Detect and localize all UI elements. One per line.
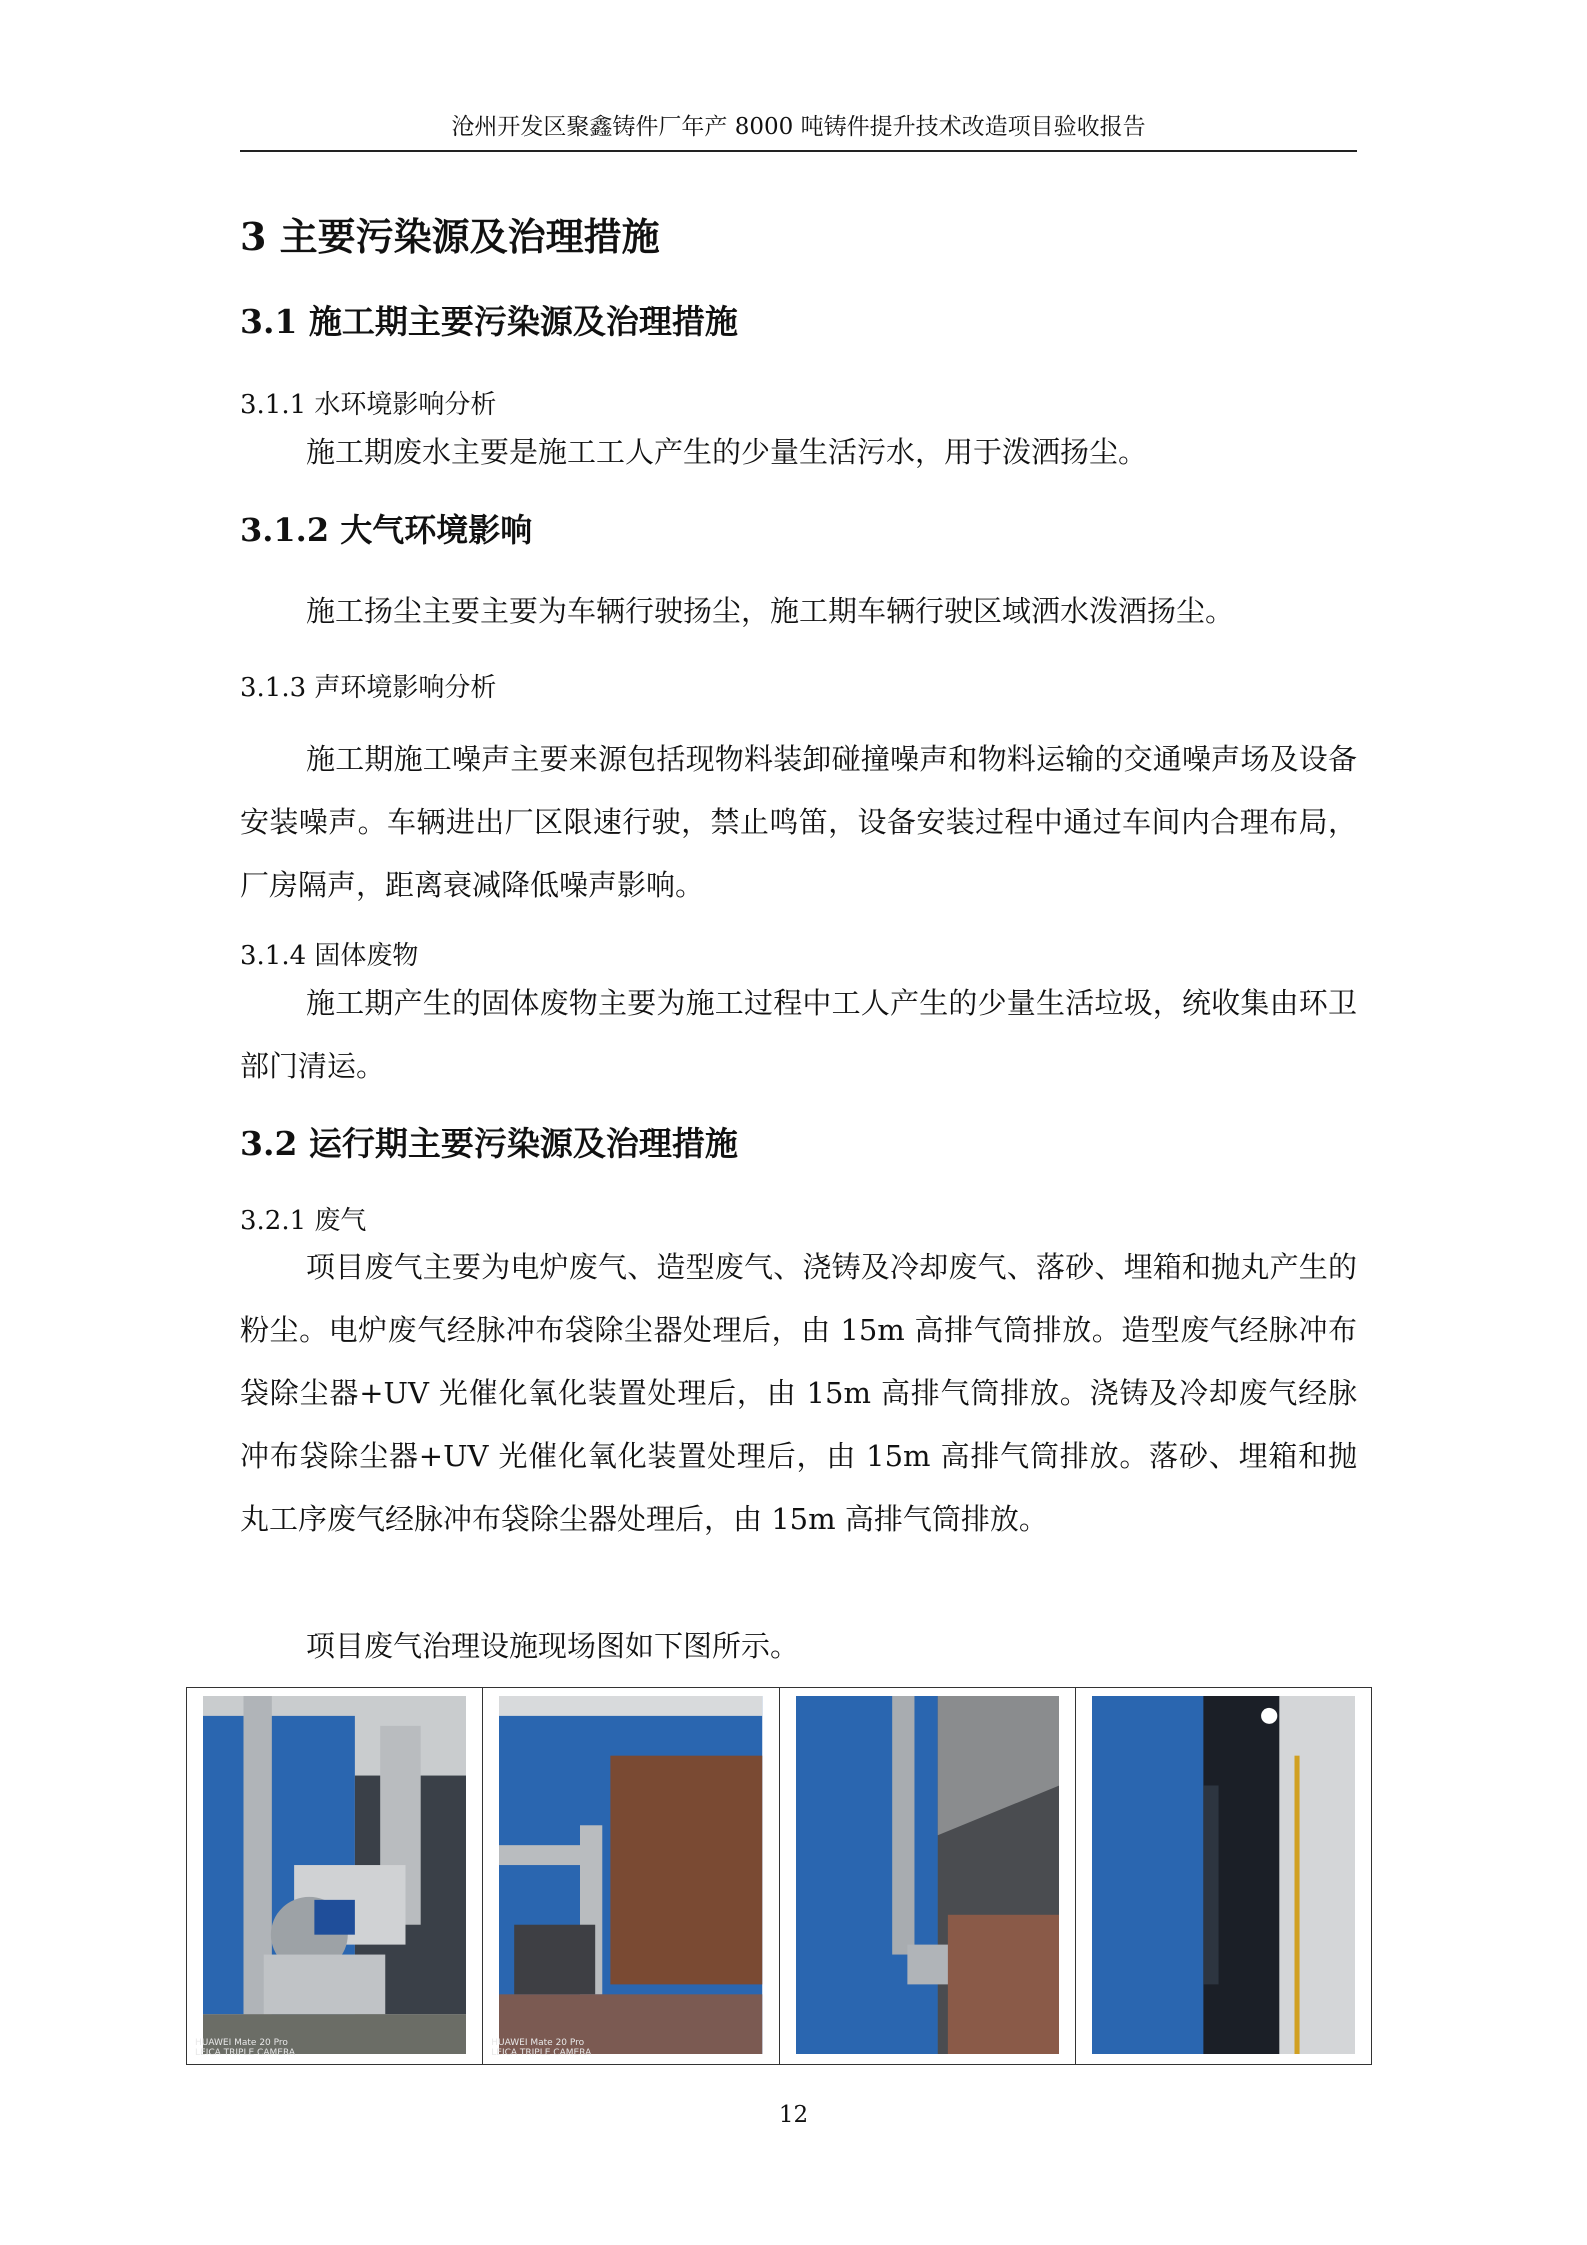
section-3-1-3-heading: 3.1.3 声环境影响分析 bbox=[240, 673, 497, 703]
photo-baghouse-dust-collector bbox=[499, 1696, 762, 2054]
section-3-1-1-paragraph: 施工期废水主要是施工工人产生的少量生活污水，用于泼洒扬尘。 bbox=[306, 435, 1148, 469]
section-3-1-3-paragraph: 施工期施工噪声主要来源包括现物料装卸碰撞噪声和物料运输的交通噪声场及设备安装噪声。车辆进出厂区限速行驶，禁止鸣笛，设备安装过程中通过车间内合理布局，厂房隔声，距离衰减降低噪声影响。 bbox=[240, 742, 1357, 902]
section-3-2-heading: 3.2 运行期主要污染源及治理措施 bbox=[240, 1124, 738, 1163]
section-3-1-1-heading: 3.1.1 水环境影响分析 bbox=[240, 390, 497, 420]
photo-table bbox=[186, 1687, 1372, 2065]
photo-cell-1 bbox=[187, 1688, 483, 2064]
section-3-2-1-caption-paragraph: 项目废气治理设施现场图如下图所示。 bbox=[306, 1629, 800, 1663]
photo-cell-2 bbox=[483, 1688, 779, 2064]
photo-watermark-1: HUAWEI Mate 20 Pro LEICA TRIPLE CAMERA bbox=[195, 2038, 295, 2058]
header-title: 沧州开发区聚鑫铸件厂年产 8000 吨铸件提升技术改造项目验收报告 bbox=[451, 114, 1146, 140]
section-3-1-2-heading: 3.1.2 大气环境影响 bbox=[240, 511, 533, 549]
section-3-1-heading: 3.1 施工期主要污染源及治理措施 bbox=[240, 302, 738, 341]
photo-cell-4 bbox=[1076, 1688, 1371, 2064]
section-3-1-4-paragraph: 施工期产生的固体废物主要为施工过程中工人产生的少量生活垃圾，统收集由环卫部门清运。 bbox=[240, 986, 1357, 1083]
section-3-1-2-paragraph: 施工扬尘主要主要为车辆行驶扬尘，施工期车辆行驶区域洒水泼酒扬尘。 bbox=[306, 594, 1235, 628]
photo-blue-equipment-interior bbox=[1092, 1696, 1355, 2054]
section-3-2-1-paragraph: 项目废气主要为电炉废气、造型废气、浇铸及冷却废气、落砂、埋箱和抛丸产生的粉尘。电炉废气经脉冲布袋除尘器处理后，由 15m 高排气筒排放。造型废气经脉冲布袋除尘器+UV 光催化氧化装置处理后，由 15m 高排气筒排放。浇铸及冷却废气经脉冲布袋除尘器+UV 光催化氧化装置处理后，由 15m 高排气筒排放。落砂、埋箱和抛丸工序废气经脉冲布袋除尘器处理后，由 15m 高排气筒排放。 bbox=[240, 1250, 1357, 1536]
page-number: 12 bbox=[778, 2102, 809, 2128]
photo-watermark-2: HUAWEI Mate 20 Pro LEICA TRIPLE CAMERA bbox=[491, 2038, 592, 2058]
photo-duct-along-wall bbox=[796, 1696, 1059, 2054]
photo-cell-3 bbox=[780, 1688, 1076, 2064]
section-3-1-4-heading: 3.1.4 固体废物 bbox=[240, 941, 419, 971]
photo-exhaust-fan-and-ducts bbox=[203, 1696, 466, 2054]
section-3-2-1-heading: 3.2.1 废气 bbox=[240, 1206, 367, 1236]
page-header bbox=[240, 112, 1357, 152]
section-3-heading: 3 主要污染源及治理措施 bbox=[240, 214, 660, 259]
